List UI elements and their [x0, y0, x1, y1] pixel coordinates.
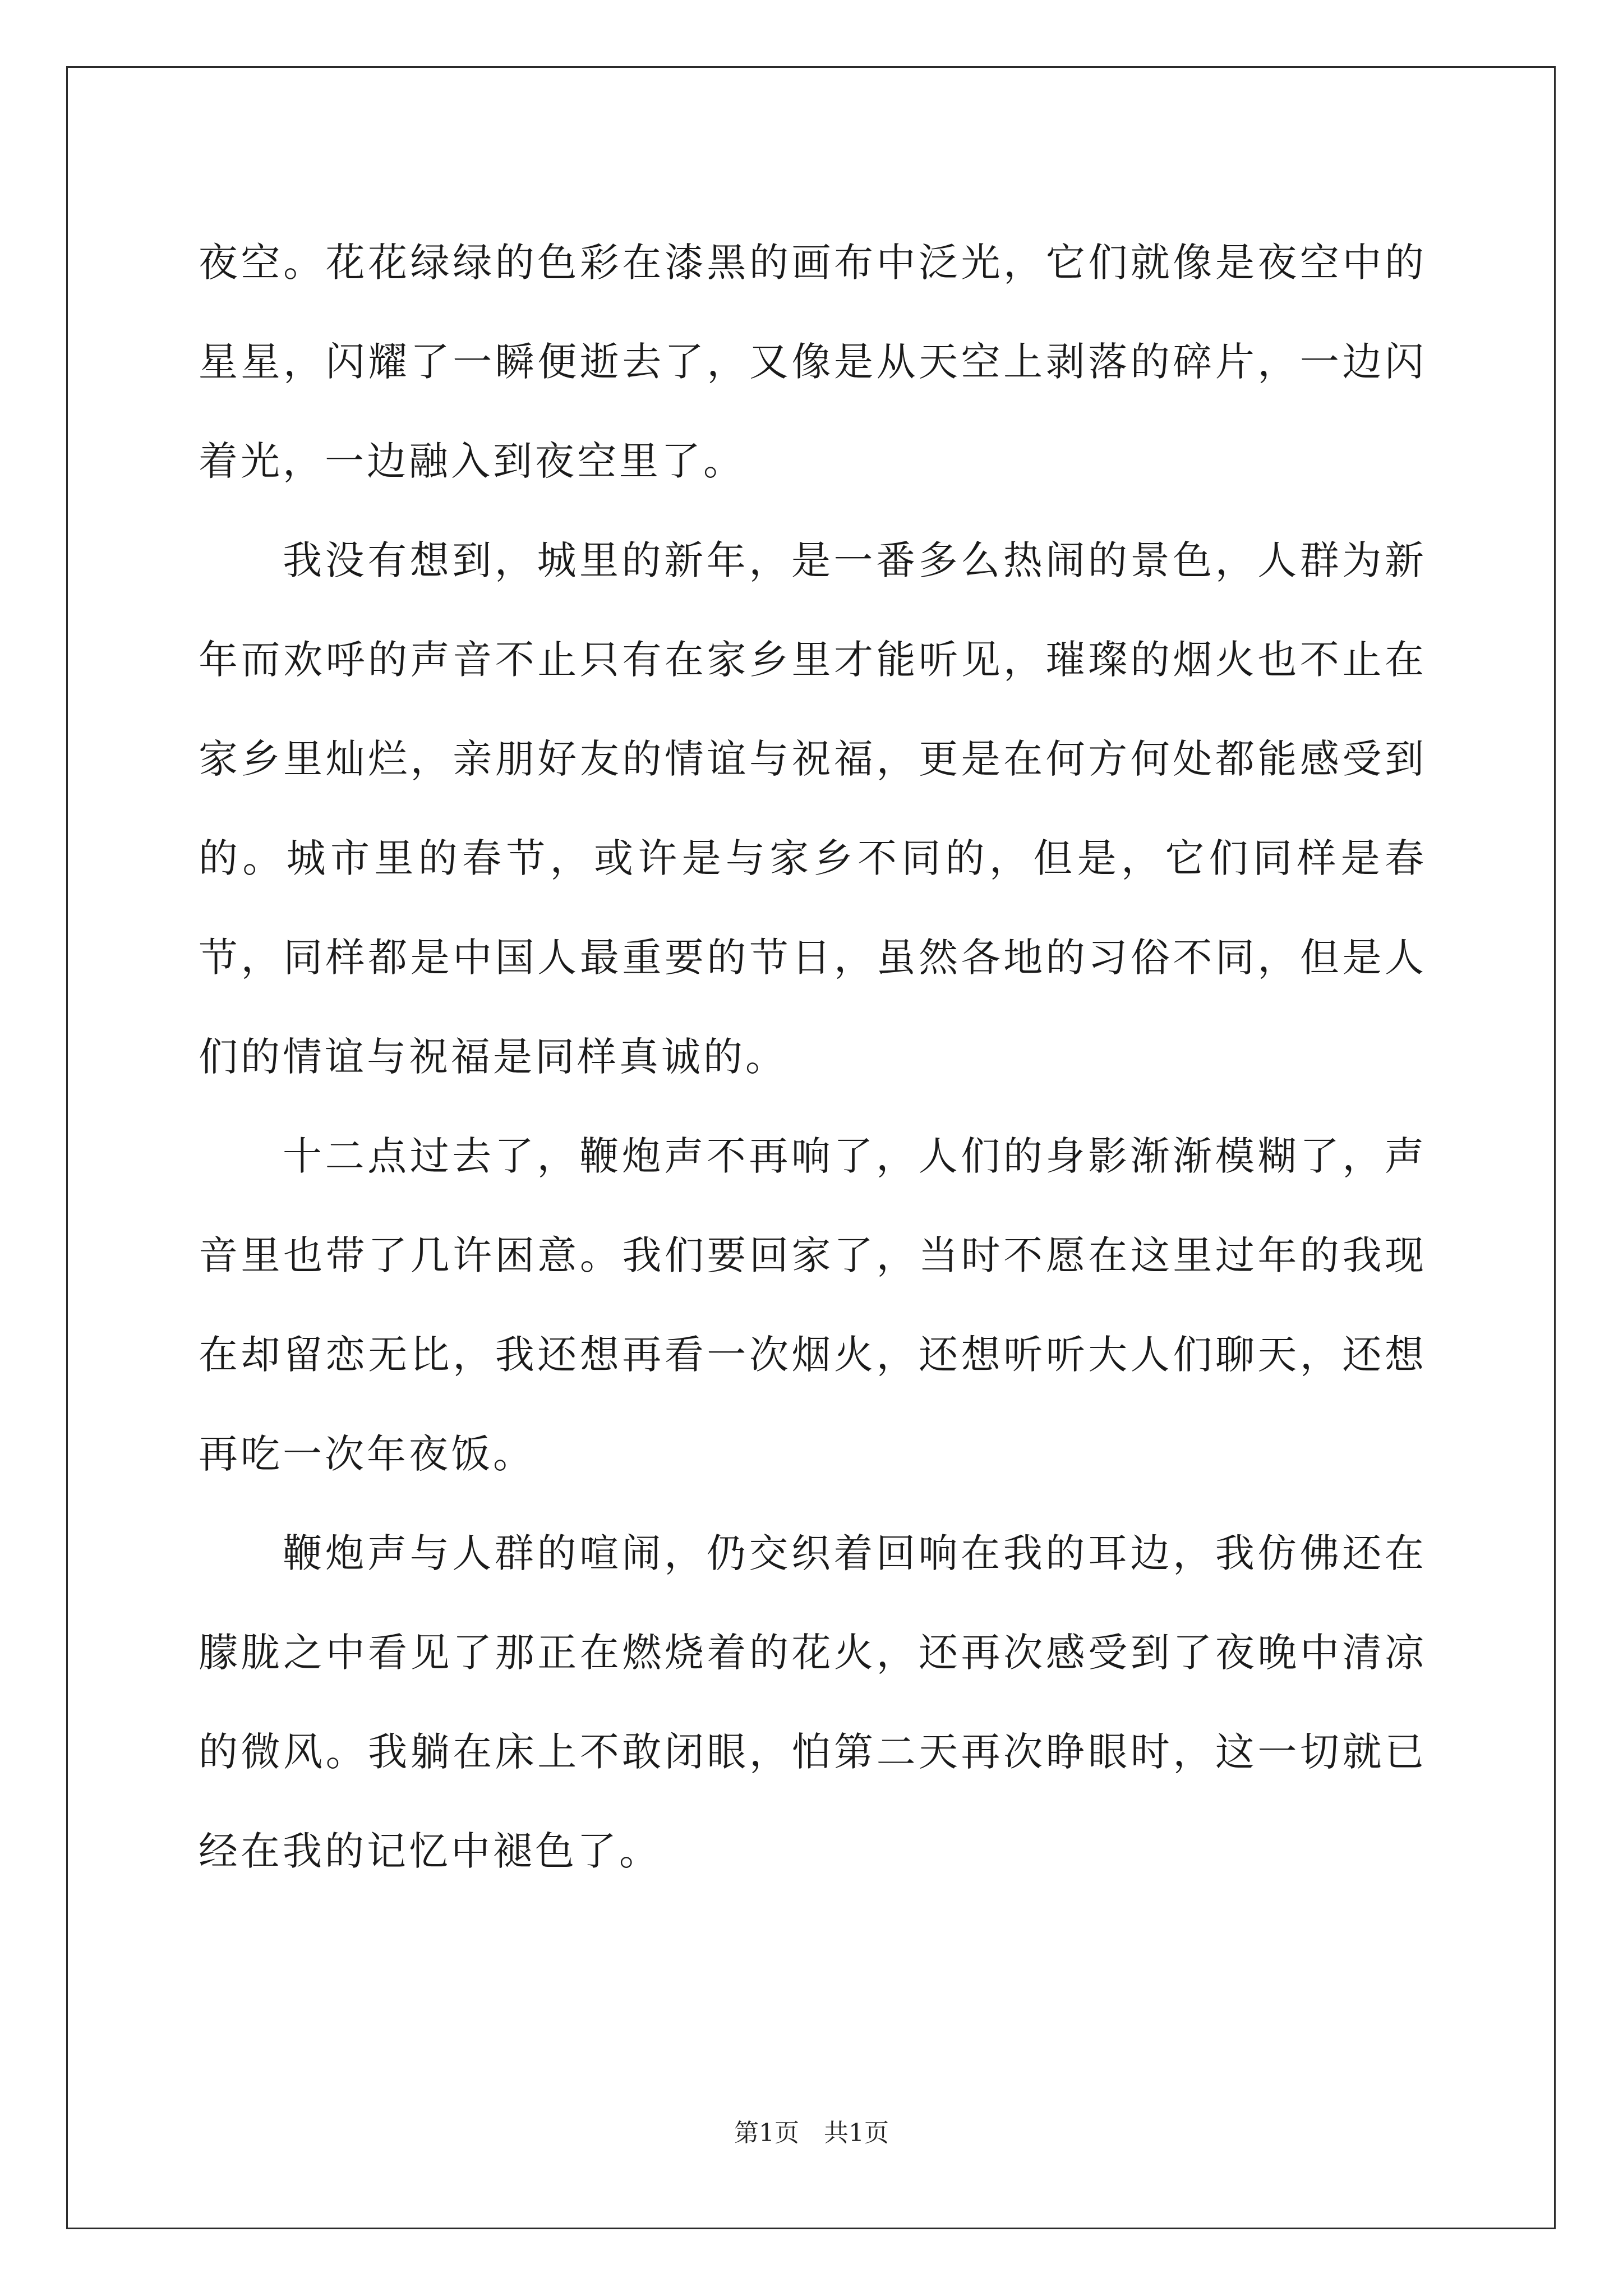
paragraph-4: 鞭炮声与人群的喧闹，仍交织着回响在我的耳边，我仿佛还在朦胧之中看见了那正在燃烧着的花火，还再次感受到了夜晚中清凉的微风。我躺在床上不敢闭眼，怕第二天再次睁眼时，这一切就已经在我的记忆中褪色了。 — [199, 1530, 1427, 1874]
page-footer — [0, 2113, 1623, 2148]
paragraph-1: 夜空。花花绿绿的色彩在漆黑的画布中泛光，它们就像是夜空中的星星，闪耀了一瞬便逝去了，又像是从天空上剥落的碎片，一边闪着光，一边融入到夜空里了。 — [199, 240, 1427, 484]
paragraph-2: 我没有想到，城里的新年，是一番多么热闹的景色，人群为新年而欢呼的声音不止只有在家乡里才能听见，璀璨的烟火也不止在家乡里灿烂，亲朋好友的情谊与祝福，更是在何方何处都能感受到的。城市里的春节，或许是与家乡不同的，但是，它们同样是春节，同样都是中国人最重要的节日，虽然各地的习俗不同，但是人们的情谊与祝福是同样真诚的。 — [199, 537, 1427, 1080]
document-body — [199, 213, 1427, 1901]
paragraph-3: 十二点过去了，鞭炮声不再响了，人们的身影渐渐模糊了，声音里也带了几许困意。我们要回家了，当时不愿在这里过年的我现在却留恋无比，我还想再看一次烟火，还想听听大人们聊天，还想再吃一次年夜饭。 — [199, 1133, 1427, 1477]
page-number: 第1页 — [734, 2119, 799, 2147]
total-pages: 共1页 — [824, 2119, 889, 2147]
